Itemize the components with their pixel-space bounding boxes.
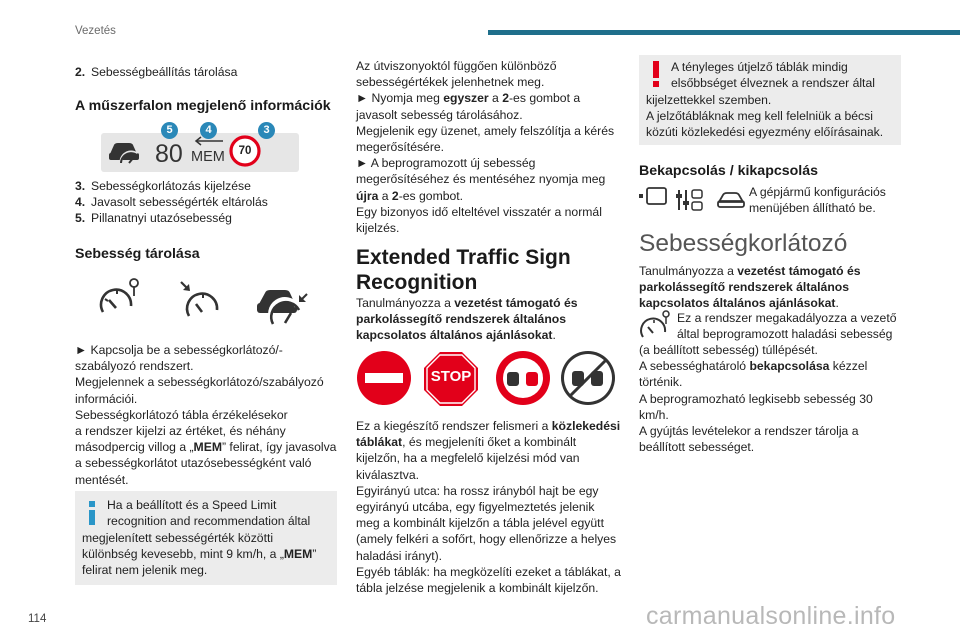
header-accent-bar bbox=[488, 30, 960, 35]
text-line bbox=[639, 263, 905, 279]
text-line bbox=[639, 358, 905, 374]
text-bold: egyszer bbox=[443, 91, 489, 106]
vehicle-settings-icons bbox=[639, 186, 745, 214]
no-overtaking-sign-icon bbox=[496, 351, 550, 405]
on-off-line: A gépjármű konfigurációs bbox=[749, 185, 886, 199]
warning-icon bbox=[653, 61, 659, 78]
speedometer-limit-icon bbox=[97, 278, 141, 322]
body-line: által beprogramozott haladási sebesség bbox=[677, 327, 893, 341]
stop-sign-text: STOP bbox=[430, 368, 472, 385]
text-line: információi. bbox=[75, 391, 138, 406]
text-span: különbség kevesebb, mint 9 km/h, a „ bbox=[82, 547, 284, 561]
traffic-signs-row bbox=[356, 350, 626, 408]
text-line: Sebességkorlátozó tábla érzékelésekor bbox=[75, 407, 288, 422]
list-text: Sebességkorlátozás kijelzése bbox=[91, 179, 251, 193]
list-number: 5. bbox=[75, 211, 86, 225]
text-line: tábla jelzése megjelenik a kombinált kijelzőn. bbox=[356, 581, 599, 596]
header-section-title: Vezetés bbox=[75, 25, 116, 37]
paragraph-system-description bbox=[356, 418, 626, 596]
info-icon-dot bbox=[89, 501, 95, 507]
list-number: 4. bbox=[75, 195, 86, 209]
info-line: recognition and recommendation által bbox=[107, 514, 311, 528]
info-line bbox=[82, 546, 316, 562]
text-span: ► Nyomja meg bbox=[356, 91, 444, 106]
text-bold: 2 bbox=[502, 91, 509, 106]
text-line: Megjelennek a sebességkorlátozó/szabályozó bbox=[75, 375, 324, 390]
text-line: a rendszer kijelzi az értéket, és néhány bbox=[75, 424, 286, 439]
text-span: A sebességhatároló bbox=[639, 359, 750, 374]
end-no-overtaking-sign-icon bbox=[561, 351, 615, 405]
text-line: (amely felkéri a sofőrt, hogy ellenőrizze a helyes bbox=[356, 532, 617, 547]
text-span: kézzel bbox=[829, 359, 868, 374]
text-span: -es gombot. bbox=[398, 188, 464, 203]
text-line: egyirányú utcába, egy figyelmeztetés jelenik bbox=[356, 500, 595, 515]
text-line: meg a kombinált kijelzőn a tábla jelével együtt bbox=[356, 516, 604, 531]
text-line: km/h. bbox=[639, 407, 669, 422]
text-span: ” felirat, így javasolva bbox=[221, 440, 337, 455]
car-icon bbox=[718, 193, 744, 207]
text-span: -es gombot a bbox=[509, 91, 581, 106]
no-entry-sign-icon bbox=[357, 351, 411, 405]
car-speed-regulator-icon bbox=[255, 280, 309, 328]
text-line: megerősítésére. bbox=[356, 140, 445, 155]
text-line bbox=[75, 439, 337, 455]
callout-badge: 5 bbox=[161, 122, 178, 139]
text-line bbox=[356, 311, 626, 327]
text-line bbox=[356, 188, 626, 204]
text-span: Tanulmányozza a bbox=[639, 264, 738, 278]
text-line: Megjelenik egy üzenet, amely felszólítja a kérés bbox=[356, 123, 615, 138]
text-line: kijelzés. bbox=[356, 221, 400, 236]
text-line: A gyújtás levételekor a rendszer tárolja a bbox=[639, 424, 859, 439]
text-bold: újra bbox=[356, 188, 379, 203]
text-line bbox=[356, 90, 626, 106]
text-line: történik. bbox=[639, 375, 683, 390]
text-bold: parkolássegítő rendszerek általános bbox=[356, 312, 566, 327]
paragraph-speed-storage bbox=[75, 342, 337, 488]
text-bold: kapcsolatos általános ajánlásokat bbox=[639, 296, 836, 311]
warning-line: A tényleges útjelző táblák mindig bbox=[671, 60, 848, 74]
body-paragraph bbox=[639, 342, 905, 455]
text-line: a sebességkorlátot utazósebességként való bbox=[75, 456, 312, 471]
info-line: Ha a beállított és a Speed Limit bbox=[107, 498, 277, 512]
list-item bbox=[75, 178, 251, 194]
text-bold: 2 bbox=[391, 188, 399, 203]
watermark: carmanualsonline.info bbox=[646, 602, 896, 630]
sign-speed-value: 70 bbox=[238, 145, 252, 157]
text-span: Ez a kiegészítő rendszer felismeri a bbox=[356, 419, 552, 433]
text-line: mentését. bbox=[75, 472, 129, 487]
info-box bbox=[75, 491, 337, 585]
text-line: A beprogramozható legkisebb sebesség 30 bbox=[639, 391, 873, 406]
callout-badge: 4 bbox=[200, 122, 217, 139]
text-line bbox=[356, 418, 626, 434]
body-line: Ez a rendszer megakadályozza a vezető bbox=[677, 311, 897, 325]
list-item bbox=[75, 194, 268, 210]
text-span: ” bbox=[312, 547, 317, 561]
text-bold: vezetést támogató és bbox=[454, 296, 578, 310]
heading-speed-storage: Sebesség tárolása bbox=[75, 246, 200, 262]
text-line: sebességértékek jelenhetnek meg. bbox=[356, 75, 545, 90]
callout-badge: 3 bbox=[258, 122, 275, 139]
speed-limiter-icon bbox=[639, 310, 671, 340]
touchscreen-icon bbox=[639, 188, 666, 204]
text-bold: közlekedési bbox=[551, 419, 621, 433]
list-item bbox=[75, 64, 237, 80]
on-off-line: menüjében állítható be. bbox=[749, 201, 876, 215]
warning-line: elsőbbséget élveznek a rendszer által bbox=[671, 76, 875, 90]
text-line: Az útviszonyoktól függően különböző bbox=[356, 59, 557, 73]
text-line: kijelzőn, ha a megfelelő kijelzési mód van bbox=[356, 451, 580, 466]
text-bold: parkolássegítő rendszerek általános bbox=[639, 280, 849, 295]
text-line: kiválasztva. bbox=[356, 467, 419, 482]
list-text: Sebességbeállítás tárolása bbox=[91, 65, 238, 79]
settings-sliders-icon bbox=[676, 190, 702, 210]
instrument-panel-illustration bbox=[101, 122, 299, 172]
text-line bbox=[639, 279, 905, 295]
intro-paragraph bbox=[639, 263, 905, 312]
list-number: 2. bbox=[75, 65, 86, 79]
text-bold: MEM bbox=[193, 440, 222, 455]
car-speedometer-icon bbox=[107, 136, 141, 166]
text-span: . bbox=[835, 296, 839, 311]
text-line: javasolt sebesség tárolásához. bbox=[356, 107, 523, 122]
text-line bbox=[356, 327, 626, 343]
info-line: megjelenített sebességérték közötti bbox=[82, 531, 274, 545]
text-line: Egyéb táblák: ha megközelíti ezeket a táblákat, a bbox=[356, 564, 621, 579]
heading-dashboard-info: A műszerfalon megjelenő információk bbox=[75, 98, 331, 114]
section-title-etsr bbox=[356, 245, 571, 295]
text-bold: MEM bbox=[283, 547, 313, 561]
text-span: a bbox=[488, 91, 503, 106]
heading-on-off: Bekapcsolás / kikapcsolás bbox=[639, 163, 819, 179]
text-line: Egy bizonyos idő elteltével visszatér a normál bbox=[356, 204, 602, 219]
warning-line: közúti közlekedési egyezmény előírásainak. bbox=[646, 125, 884, 139]
panel-speed-value: 80 bbox=[155, 140, 183, 168]
text-line: haladási irányt). bbox=[356, 548, 443, 563]
info-line: felirat nem jelenik meg. bbox=[82, 563, 208, 577]
text-bold: táblákat bbox=[356, 435, 403, 450]
warning-line: kijelzettekkel szemben. bbox=[646, 93, 772, 107]
text-bold: bekapcsolása bbox=[749, 359, 830, 374]
warning-box bbox=[639, 55, 901, 145]
speedometer-regulator-icon bbox=[179, 278, 223, 322]
text-line: ► Kapcsolja be a sebességkorlátozó/- bbox=[75, 343, 283, 357]
text-line: szabályozó rendszert. bbox=[75, 359, 194, 374]
list-number: 3. bbox=[75, 179, 86, 193]
text-bold: vezetést támogató és bbox=[737, 264, 861, 278]
text-line: Egyirányú utca: ha rossz irányból hajt be egy bbox=[356, 483, 599, 498]
section-title-speed-limiter: Sebességkorlátozó bbox=[639, 230, 848, 257]
list-text: Pillanatnyi utazósebesség bbox=[91, 211, 232, 225]
text-line bbox=[356, 434, 626, 450]
paragraph-suggested-speed bbox=[356, 58, 626, 236]
page-number: 114 bbox=[28, 613, 47, 625]
warning-line: A jelzőtábláknak meg kell felelniük a bécsi bbox=[646, 109, 873, 123]
title-line: Extended Traffic Sign bbox=[356, 246, 571, 269]
text-line: beállított sebességet. bbox=[639, 440, 755, 455]
title-line: Recognition bbox=[356, 271, 478, 294]
text-line: ► A beprogramozott új sebesség bbox=[356, 156, 536, 171]
intro-paragraph bbox=[356, 295, 626, 344]
panel-mem-label: MEM bbox=[191, 149, 225, 165]
warning-icon-dot bbox=[653, 81, 659, 87]
text-span: másodpercig villog a „ bbox=[75, 440, 194, 455]
text-line bbox=[356, 295, 626, 311]
text-span: . bbox=[552, 328, 556, 343]
text-line: (a beállított sebesség) túllépését. bbox=[639, 343, 818, 357]
text-span: , és megjeleníti őket a kombinált bbox=[402, 435, 577, 450]
info-icon bbox=[89, 510, 95, 525]
text-span: a bbox=[378, 188, 392, 203]
list-text: Javasolt sebességérték eltárolás bbox=[91, 195, 268, 209]
text-span: Tanulmányozza a bbox=[356, 296, 455, 310]
text-bold: kapcsolatos általános ajánlásokat bbox=[356, 328, 553, 343]
list-item bbox=[75, 210, 232, 226]
text-line: megerősítéséhez és mentéséhez nyomja meg bbox=[356, 172, 606, 187]
